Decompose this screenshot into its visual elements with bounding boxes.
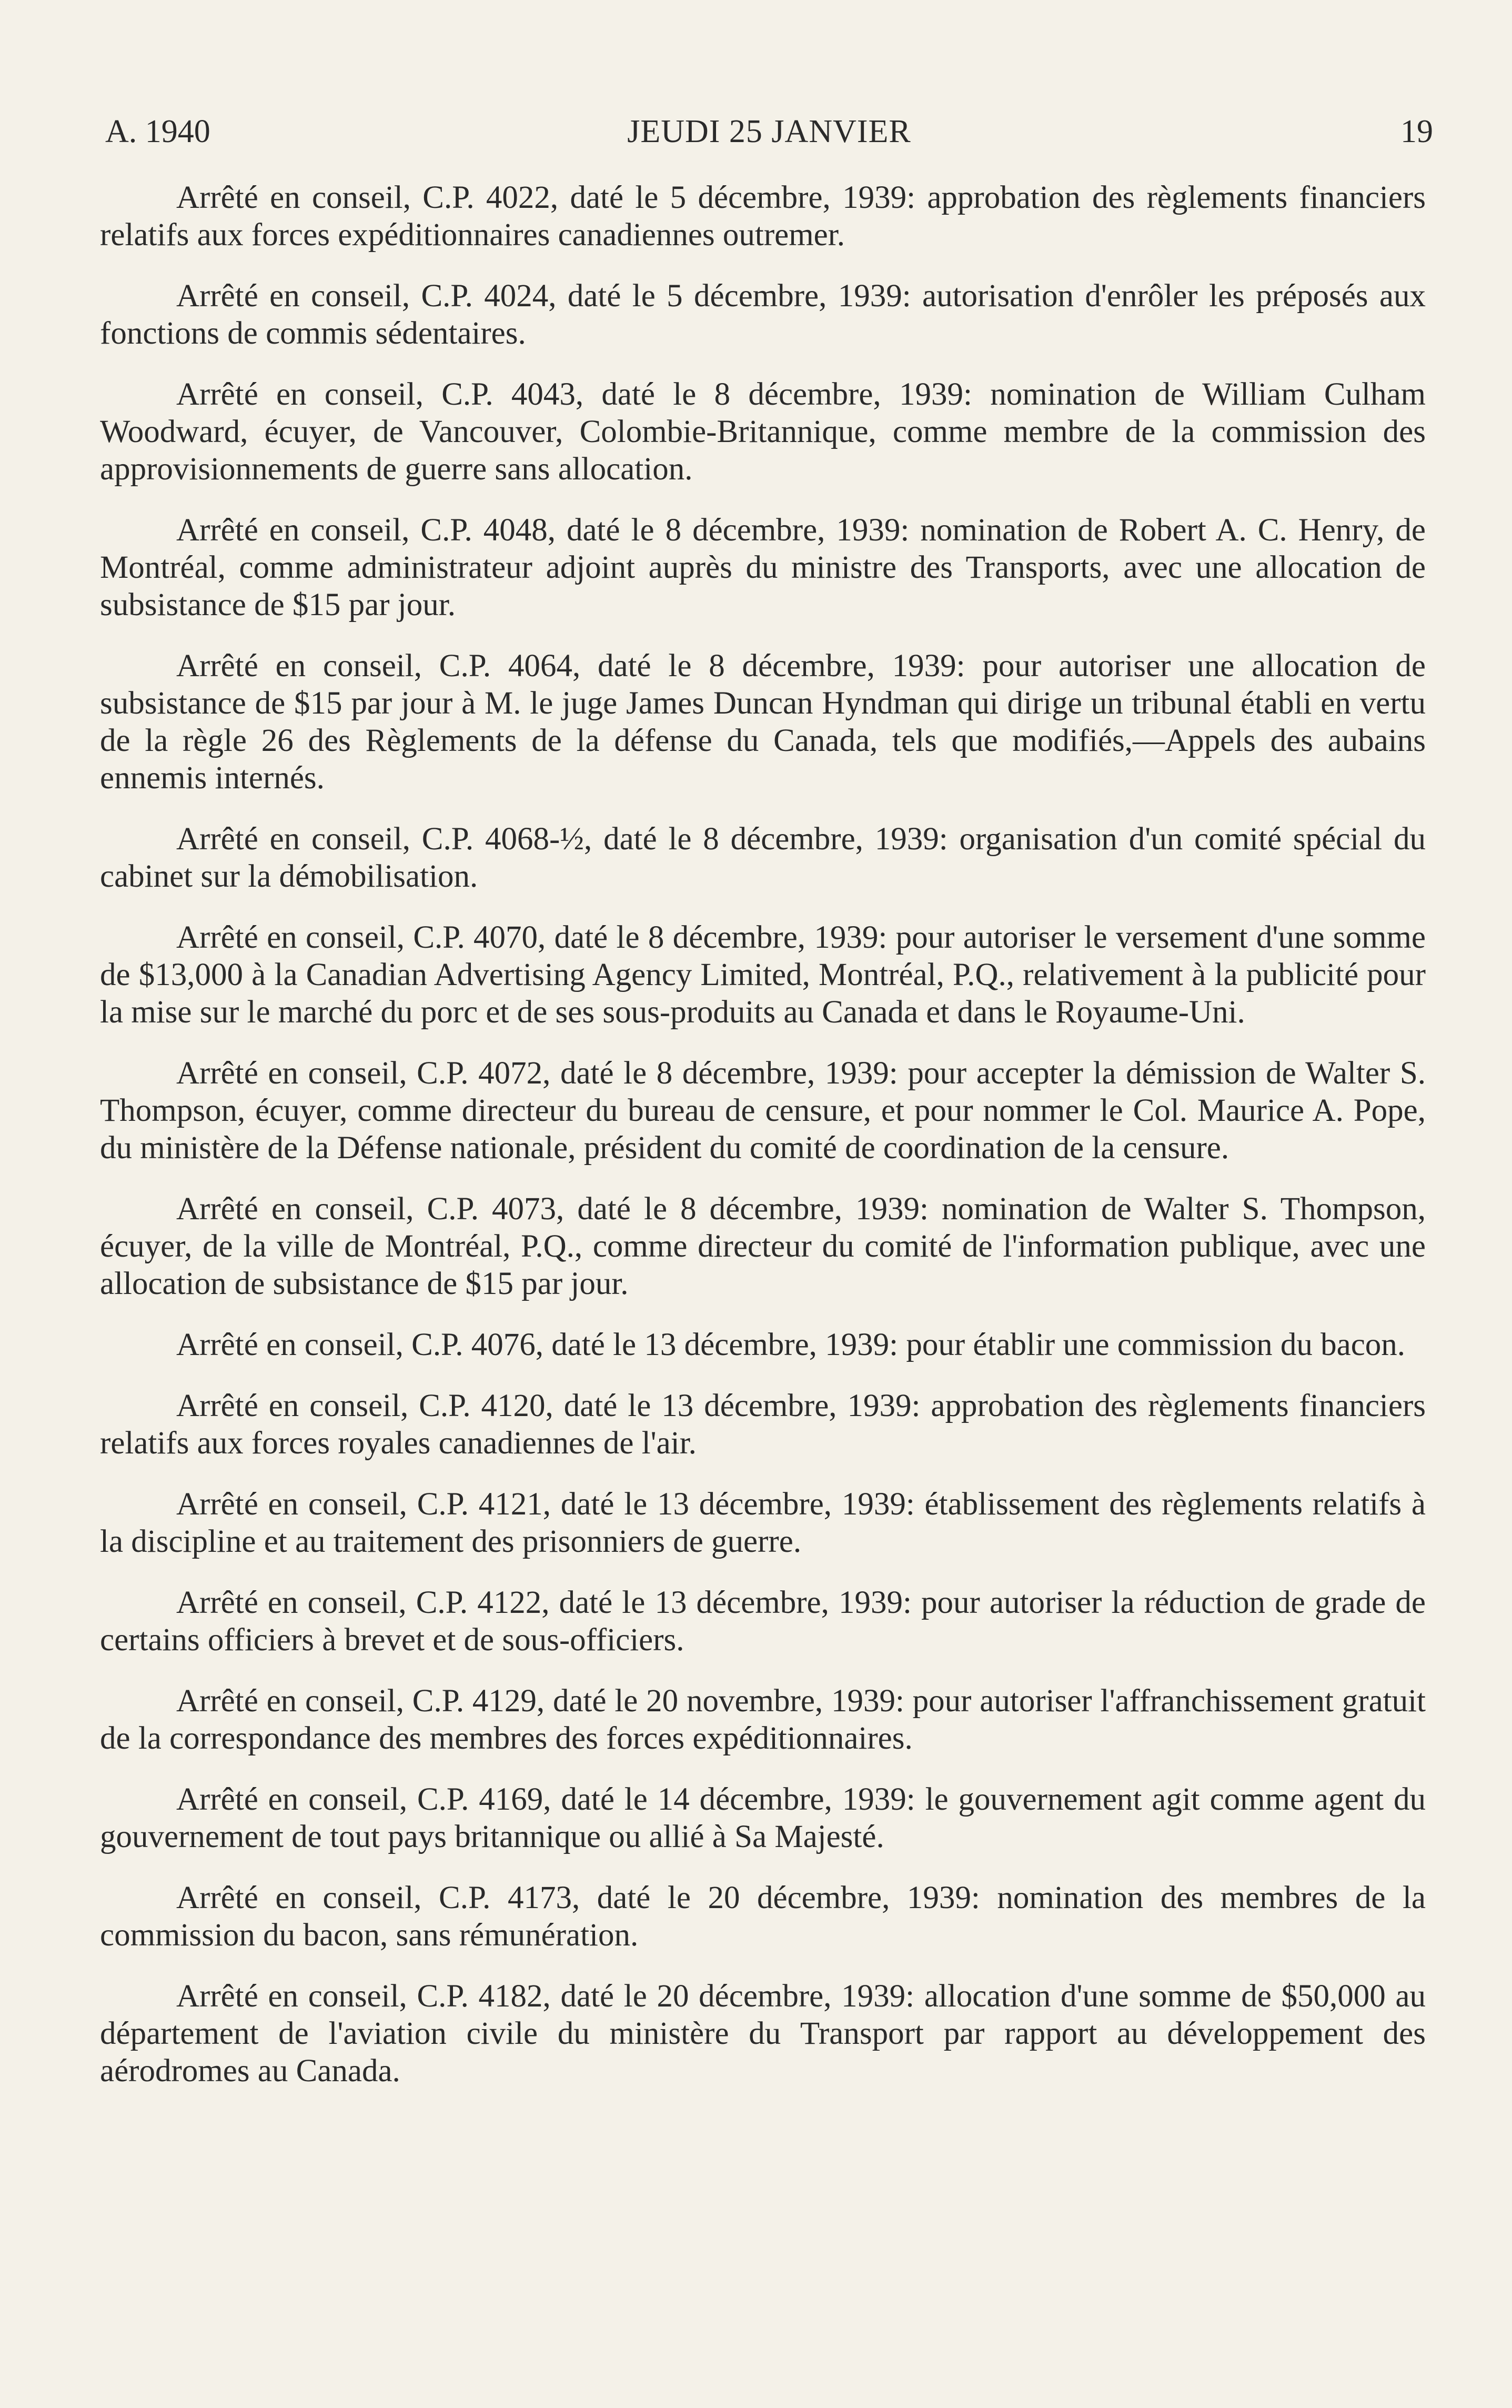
entry-paragraph: Arrêté en conseil, C.P. 4120, daté le 13 décembre, 1939: approbation des règlements financiers relatifs aux forces royales canadiennes de l'air. <box>100 1388 1426 1461</box>
entry-paragraph: Arrêté en conseil, C.P. 4048, daté le 8 décembre, 1939: nomination de Robert A. C. Henry, de Montréal, comme administrateur adjoint auprès du ministre des Transports, avec une allocation de subsistance de $15 par jour. <box>100 513 1426 623</box>
header-year: A. 1940 <box>105 114 210 149</box>
entry-paragraph: Arrêté en conseil, C.P. 4129, daté le 20 novembre, 1939: pour autoriser l'affranchissement gratuit de la correspondance des membres des forces expéditionnaires. <box>100 1683 1426 1756</box>
entry-paragraph: Arrêté en conseil, C.P. 4182, daté le 20 décembre, 1939: allocation d'une somme de $50,000 au département de l'aviation civile du ministère du Transport par rapport au développement des aérodromes au Canada. <box>100 1979 1426 2089</box>
entry-paragraph: Arrêté en conseil, C.P. 4022, daté le 5 décembre, 1939: approbation des règlements financiers relatifs aux forces expéditionnaires canadiennes outremer. <box>100 180 1426 253</box>
entry-paragraph: Arrêté en conseil, C.P. 4072, daté le 8 décembre, 1939: pour accepter la démission de Walter S. Thompson, écuyer, comme directeur du bureau de censure, et pour nommer le Col. Maurice A. Pope, du ministère de la Défense nationale, président du comité de coordination de la censure. <box>100 1056 1426 1166</box>
entries-list <box>100 179 1426 2113</box>
entry-paragraph: Arrêté en conseil, C.P. 4024, daté le 5 décembre, 1939: autorisation d'enrôler les préposés aux fonctions de commis sédentaires. <box>100 278 1426 351</box>
entry-paragraph: Arrêté en conseil, C.P. 4064, daté le 8 décembre, 1939: pour autoriser une allocation de subsistance de $15 par jour à M. le juge James Duncan Hyndman qui dirige un tribunal établi en vertu de la règle 26 des Règlements de la défense du Canada, tels que modifiés,—Appels des aubains ennemis internés. <box>100 648 1426 796</box>
entry-paragraph: Arrêté en conseil, C.P. 4169, daté le 14 décembre, 1939: le gouvernement agit comme agent du gouvernement de tout pays britannique ou allié à Sa Majesté. <box>100 1782 1426 1854</box>
entry-paragraph: Arrêté en conseil, C.P. 4043, daté le 8 décembre, 1939: nomination de William Culham Woodward, écuyer, de Vancouver, Colombie-Britannique, comme membre de la commission des approvisionnements de guerre sans allocation. <box>100 377 1426 487</box>
entry-paragraph: Arrêté en conseil, C.P. 4073, daté le 8 décembre, 1939: nomination de Walter S. Thompson, écuyer, de la ville de Montréal, P.Q., comme directeur du comité de l'information publique, avec une allocation de subsistance de $15 par jour. <box>100 1191 1426 1301</box>
page-header <box>105 108 1433 155</box>
entry-paragraph: Arrêté en conseil, C.P. 4121, daté le 13 décembre, 1939: établissement des règlements relatifs à la discipline et au traitement des prisonniers de guerre. <box>100 1487 1426 1559</box>
entry-paragraph: Arrêté en conseil, C.P. 4076, daté le 13 décembre, 1939: pour établir une commission du bacon. <box>176 1327 1406 1362</box>
entry-paragraph: Arrêté en conseil, C.P. 4122, daté le 13 décembre, 1939: pour autoriser la réduction de grade de certains officiers à brevet et de sous-officiers. <box>100 1585 1426 1658</box>
entry-paragraph: Arrêté en conseil, C.P. 4068-½, daté le 8 décembre, 1939: organisation d'un comité spécial du cabinet sur la démobilisation. <box>100 821 1426 894</box>
page-number: 19 <box>1400 114 1433 149</box>
entry-paragraph: Arrêté en conseil, C.P. 4173, daté le 20 décembre, 1939: nomination des membres de la commission du bacon, sans rémunération. <box>100 1880 1426 1953</box>
entry-paragraph: Arrêté en conseil, C.P. 4070, daté le 8 décembre, 1939: pour autoriser le versement d'une somme de $13,000 à la Canadian Advertising Agency Limited, Montréal, P.Q., relativement à la publicité pour la mise sur le marché du porc et de ses sous-produits au Canada et dans le Royaume-Uni. <box>100 920 1426 1030</box>
header-date: JEUDI 25 JANVIER <box>627 114 911 149</box>
